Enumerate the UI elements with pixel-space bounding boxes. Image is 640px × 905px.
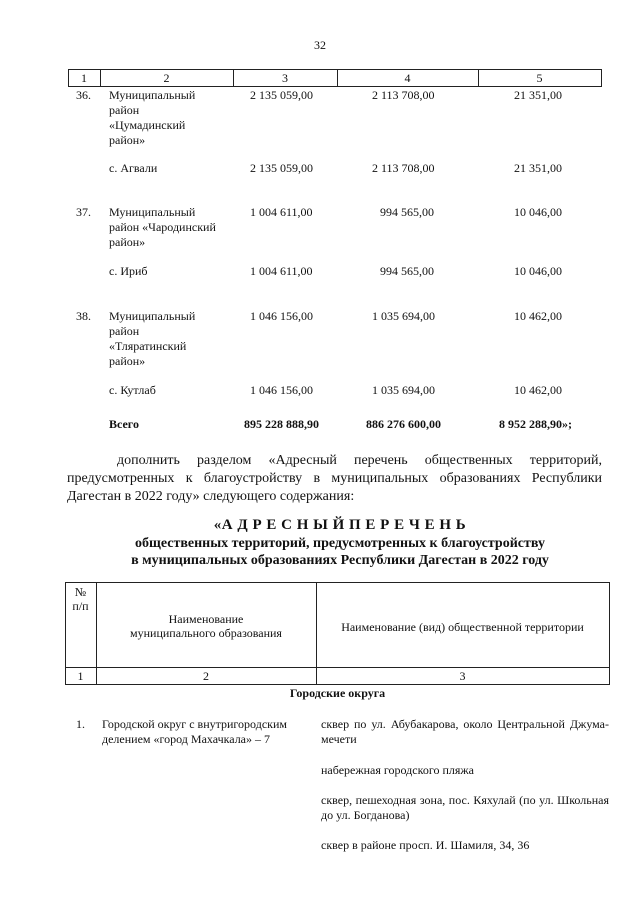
table1-col-header: 5 bbox=[536, 71, 543, 85]
value-col4: 1 035 694,00 bbox=[372, 383, 435, 397]
column-number: 1 bbox=[77, 669, 84, 683]
value-col3: 2 135 059,00 bbox=[250, 161, 313, 175]
municipality-name: Муниципальный район «Чародинский район» bbox=[109, 205, 216, 249]
total-col4: 886 276 600,00 bbox=[366, 417, 441, 431]
value-col4: 994 565,00 bbox=[380, 205, 434, 219]
table1-col-header: 4 bbox=[404, 71, 411, 85]
row-number: 1. bbox=[76, 717, 85, 731]
total-label: Всего bbox=[109, 417, 139, 431]
list-subtitle-2: в муниципальных образованиях Республики Дагестан в 2022 году bbox=[131, 553, 549, 568]
value-col5: 10 046,00 bbox=[514, 264, 562, 278]
page-number: 32 bbox=[314, 38, 326, 52]
total-col3: 895 228 888,90 bbox=[244, 417, 319, 431]
header-municipality: Наименование муниципального образования bbox=[130, 612, 282, 640]
value-col4: 2 113 708,00 bbox=[372, 88, 435, 102]
municipality-name: Муниципальный район «Тляратинский район» bbox=[109, 309, 196, 368]
municipality-name: Городской округ с внутригородским делением «город Махачкала» – 7 bbox=[102, 717, 287, 746]
territory-item: сквер, пешеходная зона, пос. Кяхулай (по ул. Школьная до ул. Богданова) bbox=[321, 793, 609, 822]
settlement-name: с. Кутлаб bbox=[109, 383, 156, 397]
value-col4: 994 565,00 bbox=[380, 264, 434, 278]
value-col5: 21 351,00 bbox=[514, 161, 562, 175]
section-heading: Городские округа bbox=[289, 686, 386, 700]
header-number: № п/п bbox=[72, 585, 89, 613]
municipality-name: Муниципальный район «Цумадинский район» bbox=[109, 88, 196, 147]
table1-col-header: 1 bbox=[81, 71, 87, 85]
table1-col-header: 3 bbox=[282, 71, 288, 85]
value-col3: 1 046 156,00 bbox=[250, 383, 313, 397]
list-title: «А Д Р Е С Н Ы Й П Е Р Е Ч Е Н Ь bbox=[213, 517, 467, 533]
amendment-paragraph: дополнить разделом «Адресный перечень общественных территорий, предусмотренных к благоустройству в муниципальных образованиях Республики Дагестан в 2022 году» следующего содержания: bbox=[67, 453, 602, 504]
value-col5: 10 462,00 bbox=[514, 309, 562, 323]
list-subtitle-1: общественных территорий, предусмотренных к благоустройству bbox=[135, 536, 545, 551]
value-col5: 10 462,00 bbox=[514, 383, 562, 397]
value-col3: 1 004 611,00 bbox=[250, 205, 313, 219]
column-number: 2 bbox=[203, 669, 209, 683]
value-col5: 10 046,00 bbox=[514, 205, 562, 219]
value-col4: 1 035 694,00 bbox=[372, 309, 435, 323]
value-col3: 1 046 156,00 bbox=[250, 309, 313, 323]
header-territory: Наименование (вид) общественной территории bbox=[341, 620, 584, 634]
row-number: 37. bbox=[76, 205, 91, 219]
territory-item: набережная городского пляжа bbox=[321, 763, 475, 777]
total-col5: 8 952 288,90»; bbox=[499, 417, 572, 431]
territory-item: сквер по ул. Абубакарова, около Центральной Джума-мечети bbox=[321, 717, 609, 746]
column-number: 3 bbox=[459, 669, 466, 683]
settlement-name: с. Ириб bbox=[109, 264, 148, 278]
value-col4: 2 113 708,00 bbox=[372, 161, 435, 175]
territory-item: сквер в районе просп. И. Шамиля, 34, 36 bbox=[321, 838, 530, 852]
value-col5: 21 351,00 bbox=[514, 88, 562, 102]
row-number: 36. bbox=[76, 88, 91, 102]
row-number: 38. bbox=[76, 309, 91, 323]
value-col3: 1 004 611,00 bbox=[250, 264, 313, 278]
settlement-name: с. Агвали bbox=[109, 161, 158, 175]
table1-col-header: 2 bbox=[163, 71, 170, 85]
value-col3: 2 135 059,00 bbox=[250, 88, 313, 102]
